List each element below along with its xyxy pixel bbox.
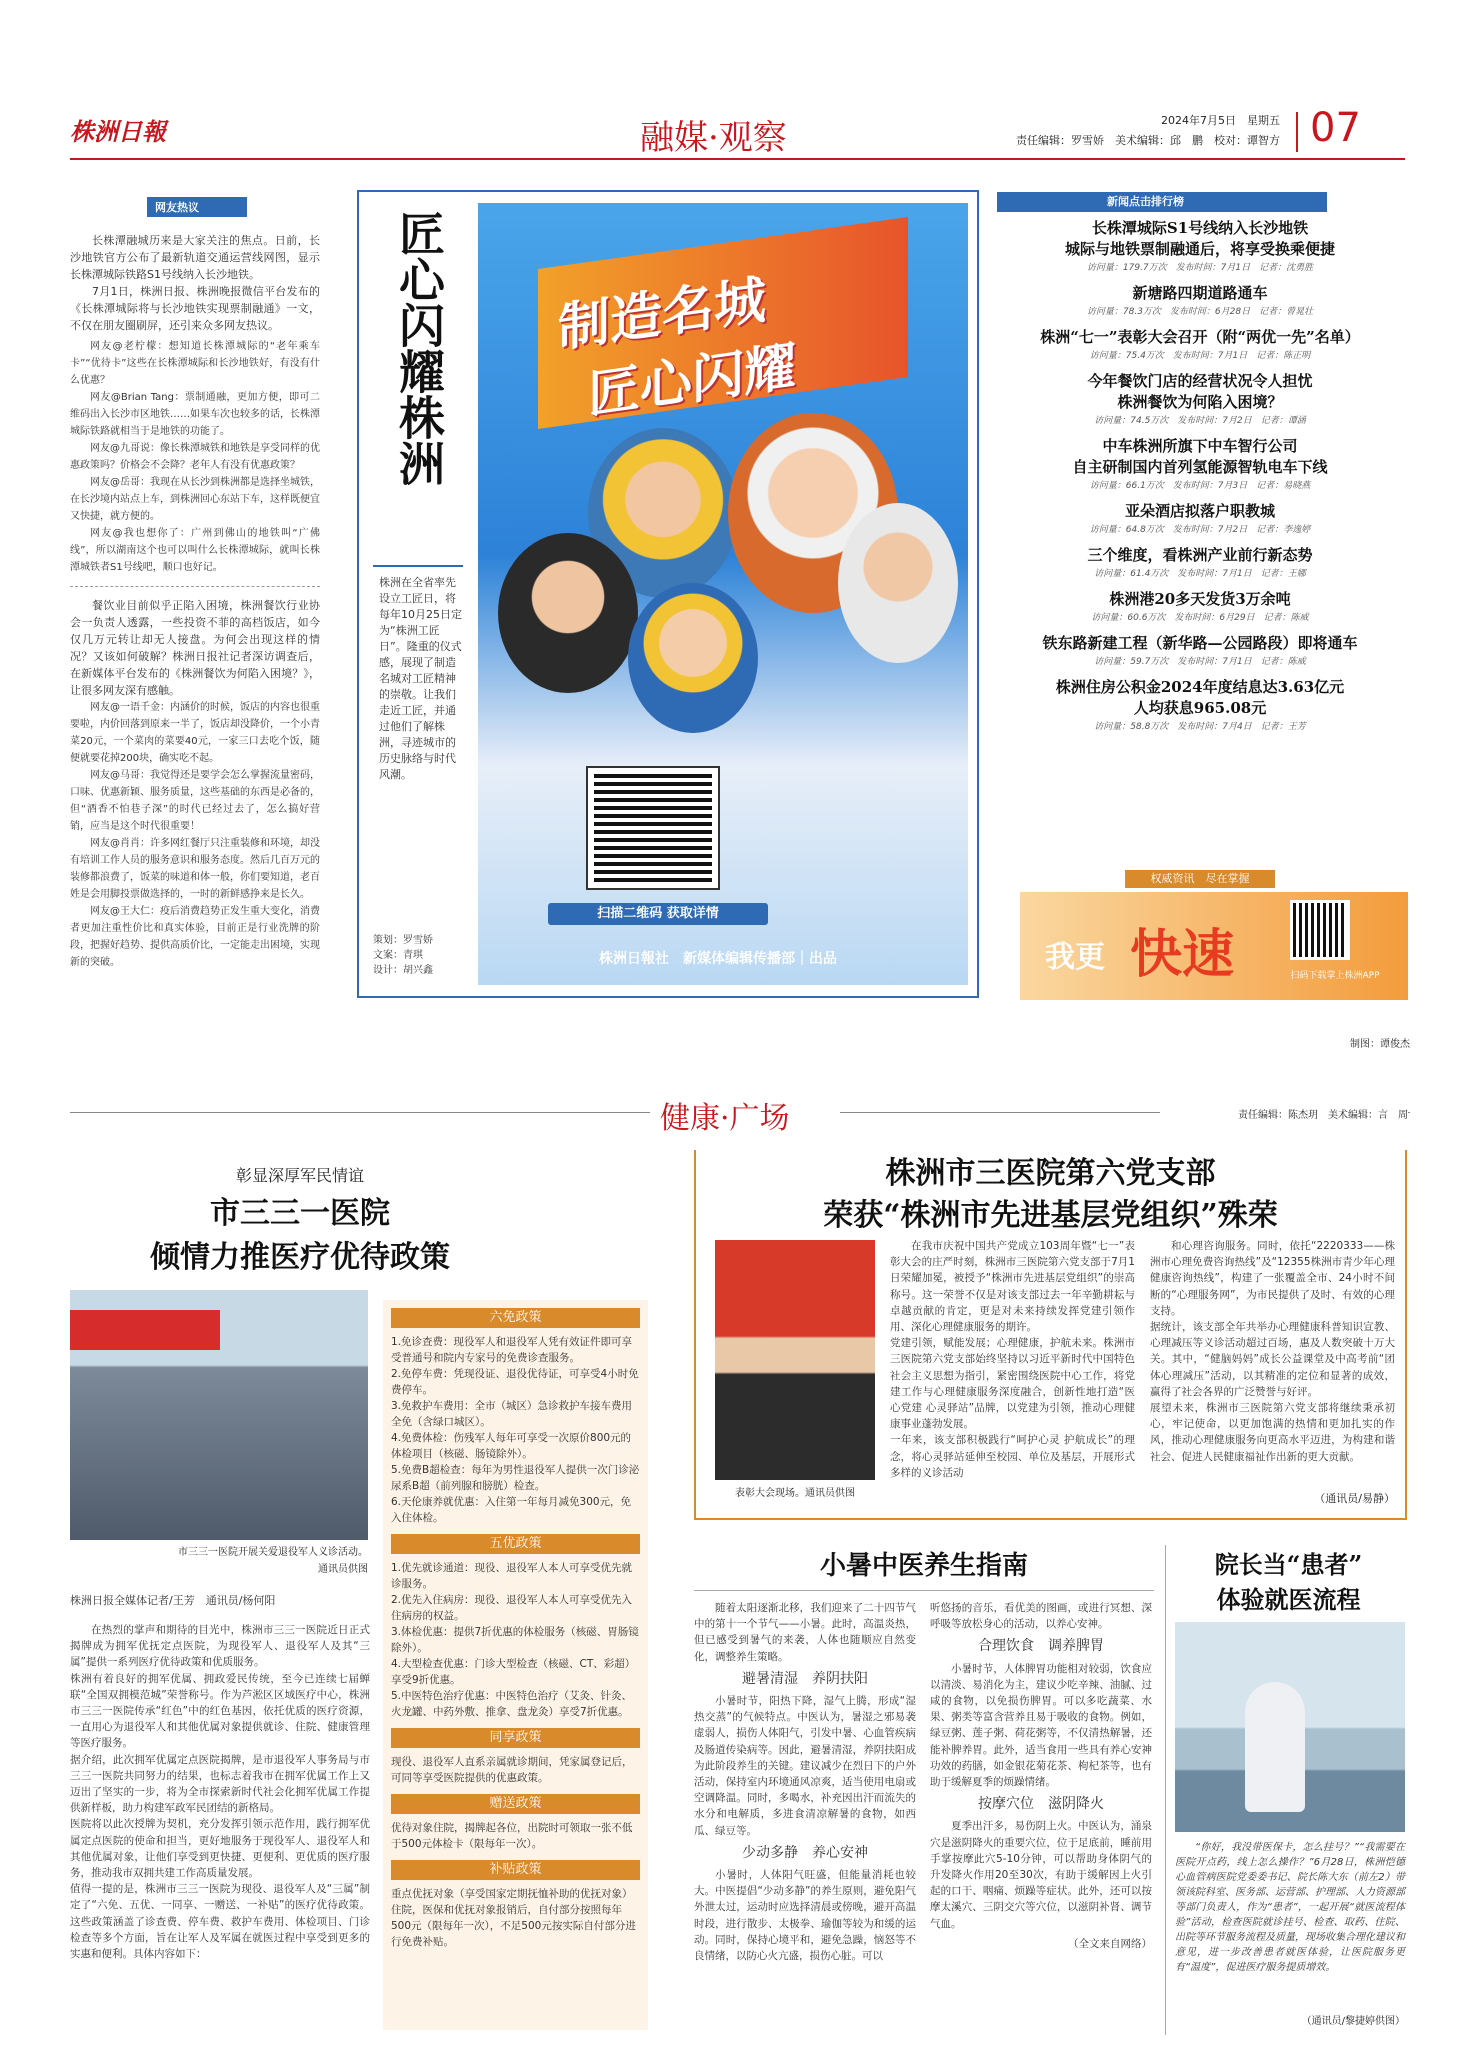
h2-title-2: 荣获“株洲市先进基层党组织”殊荣 [823, 1198, 1278, 1233]
policy-section-text: 重点优抚对象（享受国家定期抚恤补助的优抚对象）住院，医保和优抚对象报销后，自付部分按照每年500元（限每年一次），不足500元按实际自付部分进行免费补贴。 [391, 1888, 636, 1948]
para: 小暑时节，人体脾胃功能相对较弱，饮食应以清淡、易消化为主，建议少吃辛辣、油腻、过咸的食物，以免损伤脾胃。可以多吃蔬菜、水果、粥类等富含营养且易于吸收的食物。例如，绿豆粥、莲子粥、荷花粥等，不仅清热解暑，还能补脾养胃。此外，适当食用一些具有养心安神功效的药膳，如金银花菊花茶、枸杞茶等，也有助于缓解夏季的烦躁情绪。 [930, 1662, 1152, 1789]
policy-list [391, 1308, 640, 1950]
comment: 网友@马哥：我觉得还是要学会怎么掌握流量密码，口味、优惠新颖、服务质量，这些基础的东西是必备的，但“酒香不怕巷子深”的时代已经过去了，怎么搞好营销，应当是这个时代很重要！ [70, 770, 320, 832]
app-ad-banner[interactable] [1020, 892, 1408, 1000]
page-number: 07 [1310, 105, 1361, 151]
ranking-item-title: 株洲住房公积金2024年度结息达3.63亿元 人均获息965.08元 [1055, 678, 1345, 717]
page-section-title: 融媒·观察 [640, 118, 787, 158]
h4-body: “你好，我没带医保卡，怎么挂号？”“我需要在医院开点药，线上怎么操作？”6月28日，株洲恺德心血管病医院党委委书记、院长陈大东（前左2）带领该院科室、医务部、运营部、护理部、人力资源部等部门负责人，作为“患者”，一起开展“就医流程体验”活动，检查医院就诊挂号、检查、取药、住院、出院等环节服务流程及质量，现场收集合理化建议和意见，进一步改善患者就医体验，让医院服务更有“温度”，促进医疗服务提质增效。 [1175, 1842, 1405, 1973]
ranking-item-title: 株洲港20多天发货3万余吨 [1109, 590, 1291, 608]
h1-photo-caption: 市三三一医院开展关爱退役军人义诊活动。 通讯员供图 [178, 1547, 368, 1575]
ranking-item[interactable] [990, 633, 1410, 667]
worker-photo [628, 583, 758, 733]
h1-title-1: 市三三一医院 [210, 1196, 390, 1231]
para: 小暑时，人体阳气旺盛，但能量消耗也较大。中医提倡“少动多静”的养生原则，避免阳气外泄太过，运动时应选择清晨或傍晚，避开高温时段，进行散步、太极拳、瑜伽等较为和缓的运动。同时，保持心境平和，避免急躁，恼怒等不良情绪，以防心火亢盛，损伤心脏。可以 [694, 1869, 916, 1963]
poster-intro-box [373, 565, 463, 976]
qr-code[interactable] [588, 768, 718, 888]
ranking-item[interactable] [990, 677, 1410, 732]
h3-rule [694, 1590, 1154, 1591]
ranking-item-title: 长株潭城际S1号线纳入长沙地铁 城际与地铁票制融通后，将享受换乘便捷 [1064, 219, 1335, 258]
ranking-item-title: 株洲“七一”表彰大会召开（附“两优一先”名单） [1040, 328, 1360, 346]
health-editors: 责任编辑：陈杰玥 美术编辑：言 周 [1160, 1106, 1408, 1122]
ranking-item[interactable] [990, 501, 1410, 535]
para: 长株潭融城历来是大家关注的焦点。日前，长沙地铁官方公布了最新轨道交通运营线网图，显示长株潭城际铁路S1号线纳入长沙地铁。 [70, 234, 320, 281]
para: 随着太阳逐渐北移，我们迎来了二十四节气中的第十一个节气——小暑。此时，高温炎热，但已感受到暑气的来袭，人体也随顺应自然变化，调整养生策略。 [694, 1602, 916, 1663]
ranking-item-meta: 访问量：61.4万次 发布时间：7月1日 记者：王娜 [1094, 569, 1306, 579]
ranking-item-title: 今年餐饮门店的经营状况令人担忧 株洲餐饮为何陷入困境？ [1087, 372, 1313, 411]
ranking-item-meta: 访问量：74.5万次 发布时间：7月2日 记者：谭涵 [1094, 416, 1306, 426]
ranking-item[interactable] [990, 436, 1410, 491]
worker-photo [498, 533, 638, 693]
header-rule [70, 158, 1405, 160]
ranking-item-title: 铁东路新建工程（新华路—公园路段）即将通车 [1042, 634, 1358, 652]
ranking-item-title: 亚朵酒店拟落户职教城 [1124, 502, 1275, 520]
policy-section-title: 补贴政策 [391, 1860, 640, 1880]
para: 听悠扬的音乐，看优美的图画，或进行冥想、深呼吸等放松身心的活动，以养心安神。 [930, 1602, 1152, 1631]
poster-vertical-title: 匠心闪耀株洲 [392, 210, 446, 486]
comment: 网友@王大仁：疫后消费趋势正发生重大变化，消费者更加注重性价比和真实体验，目前正是行业洗牌的阶段，把握好趋势、提供高质价比，一定能走出困境，实现新的突破。 [70, 906, 320, 968]
page-editors: 责任编辑：罗雪娇 美术编辑：邱 鹏 校对：谭智方 [1016, 134, 1280, 147]
scan-label: 扫描二维码 获取详情 [548, 903, 768, 925]
ranking-item-meta: 访问量：179.7万次 发布时间：7月1日 记者：沈勇胜 [1086, 263, 1314, 273]
h3-sub1: 避暑清湿 养阴扶阳 [742, 1670, 868, 1687]
tag-netizen-hot: 网友热议 [147, 197, 247, 217]
ad-sub: 扫码下载掌上株洲APP [1290, 971, 1380, 981]
ad-text-1: 我更 [1045, 940, 1105, 975]
worker-photo [838, 503, 958, 663]
comment: 网友@老柠檬：想知道长株潭城际的“老年乘车卡”“优待卡”这些在长株潭城际和长沙地铁好，有没有什么优惠？ [70, 341, 320, 386]
ranking-item-meta: 访问量：75.4万次 发布时间：7月1日 记者：陈正明 [1089, 351, 1311, 361]
h1-byline: 株洲日报全媒体记者/王芳 通讯员/杨何阳 [70, 1594, 276, 1607]
header-divider [1296, 112, 1298, 152]
poster-banner-line2: 匠心闪耀 [588, 335, 797, 426]
h2-byline: （通讯员/易静） [1314, 1492, 1395, 1505]
h2-col1: 在我市庆祝中国共产党成立103周年暨“七一”表彰大会的庄严时刻，株洲市三医院第六党支部于7月1日荣耀加冕，被授予“株洲市先进基层党组织”的崇高称号。这一荣誉不仅是对该支部过去一年辛勤耕耘与卓越贡献的肯定，更是对未来持续发挥党建引领作用、深化心理健康服务的期许。 党建引领，赋能发展；心理健康，护航未来。株洲市三医院第六党支部始终坚持以习近平新时代中国特色社会主义思想为指引，紧密围绕医院中心工作，将党建工作与心理健康服务深度融合，创新性地打造“医心党建 心灵驿站”品牌，以党建为引领，推动心理健康事业蓬勃发展。 一年来，该支部积极践行“呵护心灵 护航成长”的理念，将心灵驿站延伸至校园、单位及基层，开展形式多样的义诊活动 [890, 1240, 1135, 1479]
page-date: 2024年7月5日 星期五 [1161, 114, 1280, 127]
poster-banner-line1: 制造名城 [558, 269, 767, 360]
h2-title-1: 株洲市三医院第六党支部 [885, 1156, 1216, 1191]
para: 小暑时节，阳热下降，湿气上腾，形成“湿热交蒸”的气候特点。中医认为，暑湿之邪易袭虚弱人，损伤人体阳气，引发中暑、心血管疾病及肠道传染病等。因此，避暑清湿，养阴扶阳成为此阶段养生的关键。建议减少在烈日下的户外活动，保持室内环境通风凉爽，适当使用电扇或空调降温。同时，多喝水，补充因出汗而流失的水分和电解质，多进食清凉解暑的食物，如西瓜、绿豆等。 [694, 1695, 916, 1837]
para: 夏季出汗多，易伤阴上火。中医认为，涌泉穴是滋阴降火的重要穴位，位于足底前，睡前用手掌按摩此穴5-10分钟，可以帮助身体阴气的升发降火作用20至30次，有助于缓解因上火引起的口干、咽痛、烦躁等症状。此外，还可以按摩太溪穴、三阴交穴等穴位，以滋阴补肾、调节气血。 [930, 1820, 1152, 1930]
h4-divider [1165, 1545, 1166, 2035]
poster-intro: 株洲在全省率先设立工匠日，将每年10月25日定为“株洲工匠日”。隆重的仪式感，展现了制造名城对工匠精神的崇敬。让我们走近工匠，并通过他们了解株洲，寻迹城市的历史脉络与时代风潮。 [379, 576, 462, 781]
ranking-item-meta: 访问量：60.6万次 发布时间：6月29日 记者：陈威 [1091, 613, 1309, 623]
comment: 网友@肖肖：许多网红餐厅只注重装修和环境，却没有培训工作人员的服务意识和服务态度。然后几百万元的装修都浪费了，饭菜的味道和体一般，你们要知道，老百姓是会用脚投票做选择的，一时的新鲜感挣来是长久。 [70, 838, 320, 900]
h3-col2 [930, 1600, 1152, 2030]
comment: 网友@Brian Tang：票制通融，更加方便，即可二维码出入长沙市区地铁……如果车次也较多的话，长株潭城际铁路就相当于是地铁的功能了。 [70, 392, 320, 437]
health-rule-left [70, 1112, 650, 1113]
newspaper-logo: 株洲日報 [70, 117, 166, 146]
ranking-item[interactable] [990, 545, 1410, 579]
h2-caption: 表彰大会现场。通讯员供图 [735, 1488, 855, 1499]
h4-byline: （通讯员/黎捷婷供图） [1301, 2016, 1405, 2027]
ranking-item-title: 中车株洲所旗下中车智行公司 自主研制国内首列氢能源智轨电车下线 [1072, 437, 1328, 476]
h3-col1 [694, 1600, 916, 2030]
ranking-item[interactable] [990, 283, 1410, 317]
policy-section-title: 赠送政策 [391, 1794, 640, 1814]
h4-photo-person [1245, 1682, 1305, 1812]
h1-policy-box [383, 1300, 648, 2030]
h4-title-1: 院长当“患者” [1214, 1550, 1363, 1579]
h3-sub2: 少动多静 养心安神 [742, 1844, 868, 1861]
policy-section-text: 1.优先就诊通道：现役、退役军人本人可享受优先就诊服务。 2.优先入住病房：现役、退役军人本人可享受优先入住病房的权益。 3.体检优惠：提供7折优惠的体检服务（核磁、胃肠镜除外）。 4.大型检查优惠：门诊大型检查（核磁、CT、彩超）享受9折优惠。 5.中医特色治疗优惠：中医特色治疗（艾灸、针灸、火龙罐、中药外敷、推拿、盘龙灸）享受7折优惠。 [391, 1562, 639, 1718]
ranking-item-title: 三个维度，看株洲产业前行新态势 [1087, 546, 1313, 564]
policy-section-text: 优待对象住院，揭牌起各位，出院时可领取一张不低于500元体检卡（限每年一次）。 [391, 1822, 633, 1850]
comment: 网友@九哥说：像长株潭城铁和地铁是享受同样的优惠政策吗？价格会不会降？老年人有没有优惠政策？ [70, 443, 320, 471]
ad-text-2: 快速 [1130, 924, 1235, 985]
h1-photo-banner [70, 1310, 220, 1350]
ranking-item-meta: 访问量：59.7万次 发布时间：7月1日 记者：陈威 [1094, 657, 1306, 667]
policy-section-title: 六免政策 [391, 1308, 640, 1328]
poster-credits: 策划：罗雪娇 文案：青琪 设计：胡兴鑫 [373, 935, 433, 976]
health-section-title: 健康·广场 [660, 1101, 790, 1136]
ranking-item-meta: 访问量：66.1万次 发布时间：7月3日 记者：易晓燕 [1089, 481, 1311, 491]
h2-col2: 和心理咨询服务。同时，依托“2220333——株洲市心理免费咨询热线”及“12355株洲市青少年心理健康咨询热线”，构建了一张覆盖全市、24小时不间断的“心理服务网”，为市民提供了及时、有效的心理支持。 据统计，该支部全年共举办心理健康科普知识宣教、心理减压等义诊活动超过百场，惠及人数突破十万大关。其中，“健脑妈妈”成长公益课堂及中高考前“团体心理减压”活动，以其精准的定位和显著的成效，赢得了社会各界的广泛赞誉与好评。 展望未来，株洲市三医院第六党支部将继续秉承初心，牢记使命，以更加饱满的热情和更加扎实的作风，推动心理健康服务向更高水平迈进，为构建和谐社会、促进人民健康福祉作出新的更大贡献。 [1150, 1240, 1395, 1463]
ranking-item-meta: 访问量：78.3万次 发布时间：6月28日 记者：曾晁壮 [1086, 307, 1314, 317]
policy-section-title: 五优政策 [391, 1534, 640, 1554]
ranking-item[interactable] [990, 589, 1410, 623]
ad-tag: 权威资讯 尽在掌握 [1125, 870, 1275, 888]
h1-photo [70, 1290, 368, 1540]
h3-byline: （全文来自网络） [1068, 1937, 1152, 1950]
ranking-item[interactable] [990, 371, 1410, 426]
h4-photo [1175, 1622, 1405, 1832]
h1-title-2: 倾情力推医疗优待政策 [150, 1240, 450, 1275]
h3-sub4: 按摩穴位 滋阴降火 [978, 1796, 1104, 1813]
divider [70, 586, 320, 587]
h1-kicker: 彰显深厚军民情谊 [235, 1166, 364, 1185]
para: 7月1日，株洲日报、株洲晚报微信平台发布的《长株潭城际将与长沙地铁实现票制融通》一文，不仅在朋友圈刷屏，还引来众多网友热议。 [70, 285, 320, 332]
policy-section-text: 现役、退役军人直系亲属就诊期间，凭家属登记后，可同等享受医院提供的优惠政策。 [391, 1756, 633, 1784]
ranking-list [990, 218, 1410, 818]
ranking-item-title: 新塘路四期道路通车 [1132, 284, 1268, 302]
h2-photo [715, 1240, 875, 1480]
h4-title-2: 体验就医流程 [1216, 1585, 1361, 1614]
poster-image [478, 203, 968, 985]
ranking-item[interactable] [990, 327, 1410, 361]
ranking-item[interactable] [990, 218, 1410, 273]
h3-title: 小暑中医养生指南 [819, 1551, 1028, 1581]
para: 餐饮业目前似乎正陷入困境，株洲餐饮行业协会一负责人透露，一些投资不菲的高档饭店，如今仅几万元转让却无人接盘。为何会出现这样的情况？又该如何破解？株洲日报社记者深访调查后，在新媒体平台发布的《株洲餐饮为何陷入困境？》，让很多网友深有感触。 [70, 599, 320, 697]
ad-qr[interactable] [1290, 900, 1350, 960]
policy-section-title: 同享政策 [391, 1728, 640, 1748]
h3-sub3: 合理饮食 调养脾胃 [978, 1638, 1104, 1655]
comment: 网友@岳哥：我现在从长沙到株洲都是选择坐城铁，在长沙境内站点上车，到株洲回心东站下车，这样既便宜又快捷，就方便的。 [70, 477, 320, 522]
ranking-item-meta: 访问量：58.8万次 发布时间：7月4日 记者：王芳 [1094, 722, 1306, 732]
poster-brand: 株洲日報社 新媒体编辑传播部｜出品 [599, 951, 837, 967]
ranking-tag: 新闻点击排行榜 [997, 192, 1327, 212]
netizen-column [70, 232, 320, 1062]
ranking-item-meta: 访问量：64.8万次 发布时间：7月2日 记者：李逸婷 [1089, 525, 1311, 535]
h1-body: 在热烈的掌声和期待的目光中，株洲市三三一医院近日正式揭牌成为拥军优抚定点医院，为现役军人、退役军人及其“三属”提供一系列医疗优待政策和优质服务。 株洲有着良好的拥军优属、拥政爱民传统，至今已连续七届蝉联“全国双拥模范城”荣誉称号。作为芦淞区区域医疗中心，株洲市三三一医院传承“红色”中的红色基因，依托优质的医疗资源，一直用心为退役军人和其他优属对象提供就诊、住院、健康管理等医疗服务。 据介绍，此次拥军优属定点医院揭牌，是市退役军人事务局与市三三一医院共同努力的结果，也标志着我市在拥军优属工作上又迈出了坚实的一步，将为全市探索新时代社会化拥军优属工作提供新样板，助力构建军政军民团结的新格局。 医院将以此次授牌为契机，充分发挥引领示范作用，践行拥军优属定点医院的使命和担当，更好地服务于现役军人、退役军人和其他优属对象，让他们享受到更快捷、更便利、更优质的医疗服务，推动我市双拥共建工作高质量发展。 值得一提的是，株洲市三三一医院为现役、退役军人及“三属”制定了“六免、五优、一同享、一赠送、一补贴”的医疗优待政策。这些政策涵盖了诊查费、停车费、救护车费用、体检项目、门诊检查等多个方面，旨在让军人及军属在就医过程中享受到更多的实惠和便利。具体内容如下： [70, 1624, 370, 1961]
comment: 网友@我也想你了：广州到佛山的地铁叫“广佛线”，所以湖南这个也可以叫什么长株潭城际，就叫长株潭城铁者S1号线吧，顺口也好记。 [70, 528, 320, 573]
policy-section-text: 1.免诊查费：现役军人和退役军人凭有效证件即可享受普通号和院内专家号的免费诊查服务。 2.免停车费：凭现役证、退役优待证，可享受4小时免费停车。 3.免救护车费用：全市（城区）急诊救护车接车费用全免（含绿口城区）。 4.免费体检：伤残军人每年可享受一次原价800元的体检项目（核磁、肠镜除外）。 5.免费B超检查：每年为男性退役军人提供一次门诊泌尿系B超（前列腺和膀胱）检查。 6.天伦康养就优惠：入住第一年每月减免300元，免入住体检。 [391, 1336, 640, 1524]
comment: 网友@一语千金：内涵价的时候，饭店的内容也很重要啦，内价回落到原来一半了，饭店却没降价，一个小青菜20元，一个菜肉的菜要40元，一家三口去吃个饭，随便就要花掉200块，确实吃不起。 [70, 702, 320, 764]
ad-credit: 制图：谭俊杰 [1350, 1039, 1410, 1050]
